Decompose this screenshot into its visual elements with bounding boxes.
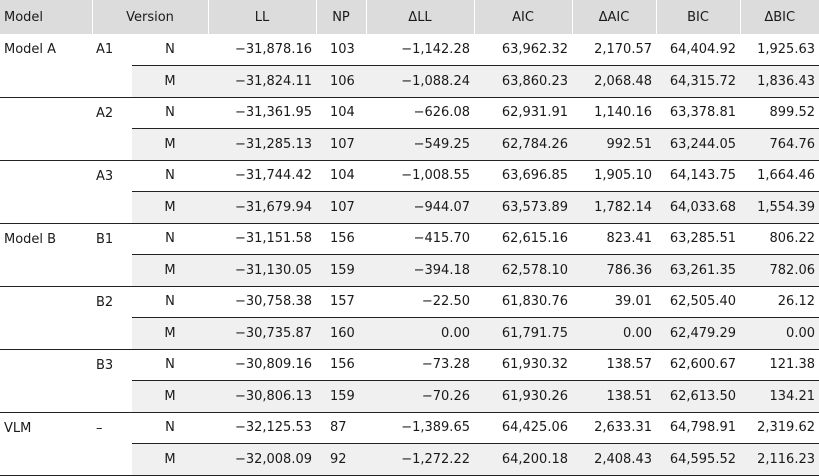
cell-delta-bic: 1,554.39	[740, 192, 819, 224]
cell-delta-ll: −1,142.28	[401, 42, 470, 57]
cell-delta-ll: −73.28	[366, 349, 474, 381]
cell-bic: 63,378.81	[656, 97, 740, 129]
cell-ll: −31,151.58	[208, 223, 316, 255]
cell-delta-bic: 134.21	[740, 381, 819, 413]
cell-version: M	[132, 444, 208, 476]
cell-np: 104	[316, 97, 366, 129]
cell-ll: −32,125.53	[208, 412, 316, 444]
cell-delta-ll: −944.07	[366, 192, 474, 224]
cell-delta-bic: 1,664.46	[740, 160, 819, 192]
cell-bic: 64,315.72	[656, 66, 740, 98]
cell-ll: −30,735.87	[208, 318, 316, 350]
cell-aic: 62,784.26	[474, 129, 572, 161]
cell-version: M	[132, 255, 208, 287]
cell-aic: 61,830.76	[474, 286, 572, 318]
cell-version: N	[132, 349, 208, 381]
cell-model	[0, 66, 92, 98]
header-np: NP	[316, 0, 366, 34]
cell-delta-bic: 0.00	[740, 318, 819, 350]
cell-delta-aic: 138.57	[572, 349, 656, 381]
cell-bic: 64,798.91	[656, 412, 740, 444]
cell-aic: 63,696.85	[474, 160, 572, 192]
cell-np: 92	[316, 444, 366, 476]
cell-aic: 61,791.75	[474, 318, 572, 350]
cell-variant	[92, 66, 132, 98]
cell-delta-bic: 1,925.63	[757, 42, 815, 57]
cell-variant	[92, 129, 132, 161]
cell-np: 107	[316, 192, 366, 224]
header-ll: LL	[208, 0, 316, 34]
cell-delta-bic: 899.52	[740, 97, 819, 129]
header-aic: AIC	[474, 0, 572, 34]
cell-aic: 64,425.06	[474, 412, 572, 444]
cell-aic: 62,578.10	[474, 255, 572, 287]
cell-np: 159	[316, 381, 366, 413]
cell-bic: 63,244.05	[656, 129, 740, 161]
cell-delta-aic: 2,068.48	[572, 66, 656, 98]
cell-model	[0, 97, 92, 129]
table-row	[0, 223, 819, 255]
header-model: Model	[0, 0, 92, 34]
table-row	[0, 34, 819, 66]
cell-version: M	[132, 318, 208, 350]
cell-model	[0, 444, 92, 476]
header-version: Version	[92, 0, 208, 34]
cell-ll: −32,008.09	[208, 444, 316, 476]
cell-ll: −30,758.38	[208, 286, 316, 318]
cell-model	[0, 192, 92, 224]
cell-delta-ll: −70.26	[366, 381, 474, 413]
cell-bic: 64,033.68	[656, 192, 740, 224]
cell-variant: A2	[92, 97, 132, 129]
cell-version: N	[132, 97, 208, 129]
cell-bic: 62,479.29	[656, 318, 740, 350]
cell-model	[0, 160, 92, 192]
cell-version: N	[132, 412, 208, 444]
cell-bic: 64,143.75	[656, 160, 740, 192]
cell-aic: 63,860.23	[474, 66, 572, 98]
table-row	[0, 192, 819, 224]
cell-variant: A3	[92, 160, 132, 192]
header-row	[0, 0, 819, 34]
cell-delta-aic: 1,782.14	[572, 192, 656, 224]
cell-bic: 63,285.51	[656, 223, 740, 255]
header-bic: BIC	[656, 0, 740, 34]
cell-delta-aic: 823.41	[572, 223, 656, 255]
cell-delta-aic: 39.01	[572, 286, 656, 318]
cell-variant	[92, 444, 132, 476]
cell-aic: 63,962.32	[501, 42, 568, 57]
cell-delta-bic: 26.12	[740, 286, 819, 318]
cell-version: M	[132, 381, 208, 413]
cell-version: M	[132, 129, 208, 161]
cell-aic: 61,930.26	[474, 381, 572, 413]
cell-delta-aic: 2,408.43	[572, 444, 656, 476]
cell-variant: B1	[92, 223, 132, 255]
cell-delta-aic: 1,140.16	[572, 97, 656, 129]
cell-np: 156	[316, 223, 366, 255]
cell-delta-bic: 806.22	[740, 223, 819, 255]
cell-np: 103	[330, 42, 355, 57]
cell-delta-ll: −22.50	[366, 286, 474, 318]
cell-model	[0, 255, 92, 287]
table-body	[0, 34, 819, 475]
cell-delta-ll: −1,008.55	[366, 160, 474, 192]
cell-model	[0, 381, 92, 413]
cell-delta-aic: 2,633.31	[572, 412, 656, 444]
table-row	[0, 129, 819, 161]
table-row	[0, 444, 819, 476]
cell-model	[0, 286, 92, 318]
cell-variant	[92, 381, 132, 413]
cell-ll: −30,809.16	[208, 349, 316, 381]
table-row	[0, 349, 819, 381]
cell-model: Model B	[0, 223, 92, 255]
cell-model	[0, 129, 92, 161]
cell-delta-aic: 138.51	[572, 381, 656, 413]
cell-ll: −31,130.05	[208, 255, 316, 287]
cell-delta-aic: 1,905.10	[572, 160, 656, 192]
cell-bic: 62,613.50	[656, 381, 740, 413]
cell-ll: −31,679.94	[208, 192, 316, 224]
table-row	[0, 318, 819, 350]
table-row	[0, 255, 819, 287]
table-row	[0, 412, 819, 444]
cell-bic: 63,261.35	[656, 255, 740, 287]
cell-np: 156	[316, 349, 366, 381]
cell-np: 157	[316, 286, 366, 318]
cell-version: N	[132, 286, 208, 318]
header-delta-aic: ΔAIC	[572, 0, 656, 34]
cell-delta-bic: 782.06	[740, 255, 819, 287]
cell-variant	[92, 255, 132, 287]
cell-ll: −31,878.16	[234, 42, 312, 57]
cell-delta-aic: 2,170.57	[594, 42, 652, 57]
cell-np: 107	[316, 129, 366, 161]
cell-aic: 62,615.16	[474, 223, 572, 255]
cell-ll: −31,744.42	[208, 160, 316, 192]
cell-variant: B3	[92, 349, 132, 381]
cell-delta-bic: 2,116.23	[740, 444, 819, 476]
cell-delta-ll: −626.08	[366, 97, 474, 129]
cell-version: N	[132, 160, 208, 192]
cell-version: M	[132, 192, 208, 224]
cell-delta-bic: 1,836.43	[740, 66, 819, 98]
cell-bic: 64,595.52	[656, 444, 740, 476]
cell-delta-ll: 0.00	[366, 318, 474, 350]
cell-variant: B2	[92, 286, 132, 318]
cell-np: 160	[316, 318, 366, 350]
table-row	[0, 66, 819, 98]
cell-delta-bic: 121.38	[740, 349, 819, 381]
table-row	[0, 97, 819, 129]
cell-variant: A1	[96, 42, 114, 58]
cell-bic: 62,505.40	[656, 286, 740, 318]
cell-ll: −31,285.13	[208, 129, 316, 161]
cell-ll: −30,806.13	[208, 381, 316, 413]
cell-variant: –	[92, 412, 132, 444]
cell-aic: 61,930.32	[474, 349, 572, 381]
cell-bic: 64,404.92	[669, 42, 736, 57]
cell-ll: −31,824.11	[208, 66, 316, 98]
cell-delta-bic: 2,319.62	[740, 412, 819, 444]
table-row	[0, 160, 819, 192]
cell-delta-aic: 786.36	[572, 255, 656, 287]
cell-delta-ll: −1,272.22	[366, 444, 474, 476]
cell-delta-ll: −394.18	[366, 255, 474, 287]
cell-delta-bic: 764.76	[740, 129, 819, 161]
table-row	[0, 381, 819, 413]
cell-version: N	[132, 223, 208, 255]
cell-model: VLM	[0, 412, 92, 444]
cell-np: 104	[316, 160, 366, 192]
header-delta-bic: ΔBIC	[740, 0, 819, 34]
cell-ll: −31,361.95	[208, 97, 316, 129]
cell-delta-aic: 992.51	[572, 129, 656, 161]
cell-delta-ll: −415.70	[366, 223, 474, 255]
cell-np: 87	[316, 412, 366, 444]
cell-variant	[92, 192, 132, 224]
cell-np: 159	[316, 255, 366, 287]
cell-variant	[92, 318, 132, 350]
cell-aic: 62,931.91	[474, 97, 572, 129]
table-row	[0, 286, 819, 318]
cell-delta-aic: 0.00	[572, 318, 656, 350]
header-delta-ll: ΔLL	[366, 0, 474, 34]
cell-model	[0, 318, 92, 350]
cell-delta-ll: −549.25	[366, 129, 474, 161]
cell-version: N	[165, 42, 175, 57]
cell-aic: 63,573.89	[474, 192, 572, 224]
cell-bic: 62,600.67	[656, 349, 740, 381]
cell-model: Model A	[4, 42, 57, 58]
cell-delta-ll: −1,088.24	[366, 66, 474, 98]
cell-version: M	[132, 66, 208, 98]
cell-delta-ll: −1,389.65	[366, 412, 474, 444]
cell-model	[0, 349, 92, 381]
cell-aic: 64,200.18	[474, 444, 572, 476]
cell-np: 106	[316, 66, 366, 98]
